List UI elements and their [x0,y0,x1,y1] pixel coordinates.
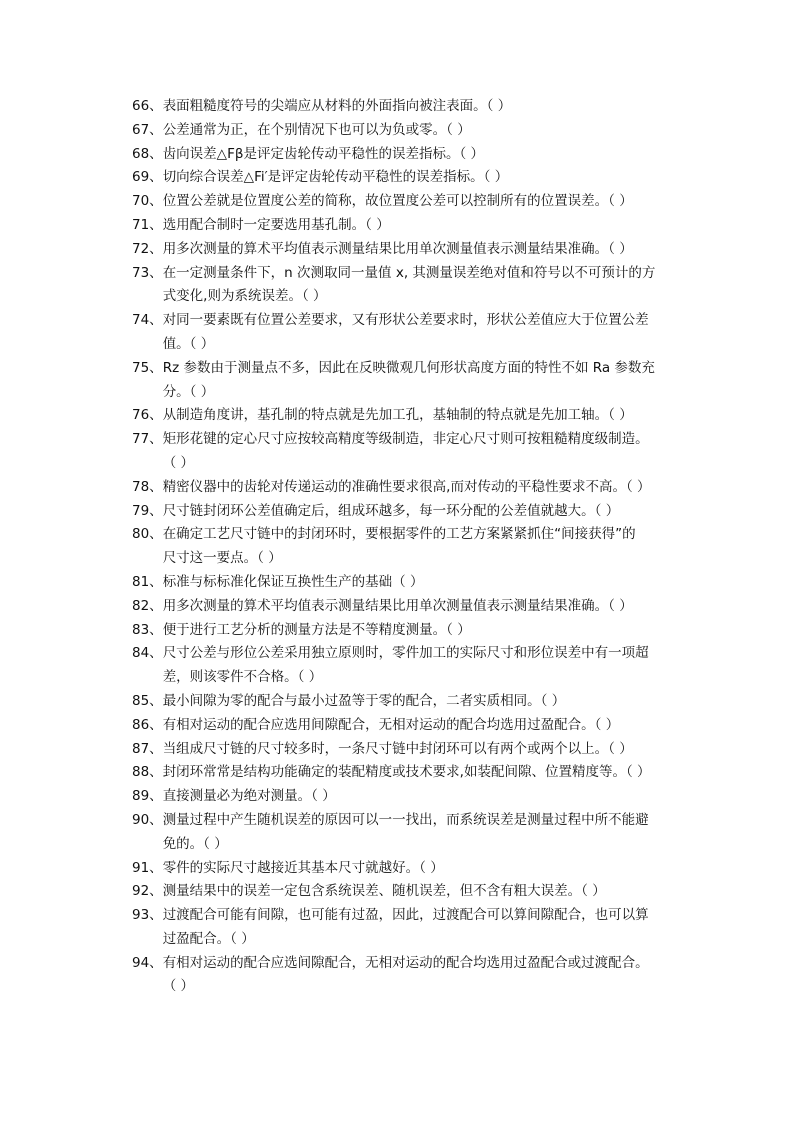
question-number: 85、 [132,692,163,709]
question-number: 89、 [132,788,163,805]
question-line: 零件的实际尺寸越接近其基本尺寸就越好。（ ） [162,859,444,876]
question-line: 便于进行工艺分析的测量方法是不等精度测量。（ ） [162,621,471,638]
question-text [163,904,649,952]
question-text [163,523,636,571]
question-number: 92、 [132,883,163,900]
question-item [132,500,772,524]
question-text [163,761,651,785]
question-text [163,952,649,1000]
question-number: 71、 [132,216,163,233]
question-line: 在一定测量条件下，n 次测取同一量值 x, 其测量误差绝对值和符号以不可预计的方 [162,264,656,281]
question-item [132,428,772,476]
question-text [163,857,444,881]
question-line: 测量过程中产生随机误差的原因可以一一找出，而系统误差是测量过程中所不能避 [162,811,649,828]
question-line: 当组成尺寸链的尺寸较多时，一条尺寸链中封闭环可以有两个或两个以上。（ ） [162,740,633,757]
question-number: 70、 [132,193,163,210]
question-text [163,476,651,500]
question-line: 尺寸链封闭环公差值确定后，组成环越多，每一环分配的公差值就越大。（ ） [162,502,620,519]
question-number: 73、 [132,264,163,281]
question-text [163,119,471,143]
question-line: 切向综合误差△Fi′是评定齿轮传动平稳性的误差指标。（ ） [162,169,509,186]
question-number: 82、 [132,597,163,614]
question-item [132,357,772,405]
question-line: 公差通常为正，在个别情况下也可以为负或零。（ ） [162,121,471,138]
question-text [163,690,566,714]
question-line: 对同一要素既有位置公差要求，又有形状公差要求时，形状公差值应大于位置公差 [162,312,649,329]
question-line: （ ） [162,454,194,471]
question-line: 分。（ ） [162,383,215,400]
question-text [163,571,424,595]
question-item [132,309,772,357]
question-line: 测量结果中的误差一定包含系统误差、随机误差，但不含有粗大误差。（ ） [162,883,606,900]
question-item [132,880,772,904]
question-text [163,262,656,310]
question-number: 77、 [132,431,163,448]
question-number: 93、 [132,907,163,924]
question-text [163,309,649,357]
question-number: 86、 [132,716,163,733]
question-text [163,95,512,119]
question-text [163,785,336,809]
question-text [163,619,471,643]
question-line: 尺寸这一要点。（ ） [162,550,282,567]
question-item [132,785,772,809]
question-item [132,95,772,119]
question-text [163,143,484,167]
question-number: 87、 [132,740,163,757]
question-line: 位置公差就是位置度公差的简称，故位置度公差可以控制所有的位置误差。（ ） [162,193,633,210]
question-line: 选用配合制时一定要选用基孔制。（ ） [162,216,390,233]
question-item [132,404,772,428]
question-item [132,119,772,143]
question-line: 从制造角度讲，基孔制的特点就是先加工孔，基轴制的特点就是先加工轴。（ ） [162,407,633,424]
question-number: 78、 [132,478,163,495]
question-list [132,95,772,999]
question-line: 用多次测量的算术平均值表示测量结果比用单次测量值表示测量结果准确。（ ） [162,597,633,614]
question-text [163,190,633,214]
question-text [163,809,649,857]
question-number: 83、 [132,621,163,638]
question-item [132,642,772,690]
question-item [132,809,772,857]
question-line: 标准与标标准化保证互换性生产的基础（ ） [162,573,424,590]
question-text [163,166,509,190]
question-line: 过渡配合可能有间隙，也可能有过盈，因此，过渡配合可以算间隙配合，也可以算 [162,907,649,924]
question-line: 尺寸公差与形位公差采用独立原则时，零件加工的实际尺寸和形位误差中有一项超 [162,645,649,662]
question-number: 91、 [132,859,163,876]
question-line: 封闭环常常是结构功能确定的装配精度或技术要求,如装配间隙、位置精度等。（ ） [162,764,651,781]
question-line: 值。（ ） [162,335,215,352]
question-item [132,262,772,310]
question-line: 差，则该零件不合格。（ ） [162,669,323,686]
question-line: 直接测量必为绝对测量。（ ） [162,788,336,805]
question-number: 90、 [132,811,163,828]
question-line: 齿向误差△Fβ是评定齿轮传动平稳性的误差指标。（ ） [162,145,484,162]
question-text [163,500,620,524]
question-number: 76、 [132,407,163,424]
question-text [163,404,633,428]
question-item [132,690,772,714]
question-item [132,761,772,785]
question-number: 67、 [132,121,163,138]
question-number: 79、 [132,502,163,519]
question-item [132,523,772,571]
question-text [163,738,633,762]
question-item [132,166,772,190]
question-number: 68、 [132,145,163,162]
question-line: 免的。（ ） [162,835,228,852]
question-line: 有相对运动的配合应选用间隙配合，无相对运动的配合均选用过盈配合。（ ） [162,716,620,733]
question-text [163,238,633,262]
question-number: 72、 [132,240,163,257]
question-number: 94、 [132,954,163,971]
question-item [132,476,772,500]
question-number: 66、 [132,98,163,114]
question-text [163,642,649,690]
question-line: 用多次测量的算术平均值表示测量结果比用单次测量值表示测量结果准确。（ ） [162,240,633,257]
question-item [132,571,772,595]
question-line: 矩形花键的定心尺寸应按较高精度等级制造，非定心尺寸则可按粗糙精度级制造。 [162,431,649,448]
question-line: （ ） [162,978,194,995]
question-number: 81、 [132,573,163,590]
question-text [163,595,633,619]
question-text [163,357,655,405]
question-text [163,428,649,476]
question-number: 75、 [132,359,163,376]
question-line: 最小间隙为零的配合与最小过盈等于零的配合，二者实质相同。（ ） [162,692,566,709]
question-item [132,738,772,762]
question-text [163,714,620,738]
question-line: 式变化,则为系统误差。（ ） [162,288,327,305]
question-number: 80、 [132,526,163,543]
question-item [132,952,772,1000]
question-item [132,595,772,619]
question-line: 在确定工艺尺寸链中的封闭环时，要根据零件的工艺方案紧紧抓住“间接获得”的 [162,526,636,543]
question-item [132,714,772,738]
question-number: 88、 [132,764,163,781]
question-number: 74、 [132,312,163,329]
question-item [132,214,772,238]
question-line: 有相对运动的配合应选间隙配合，无相对运动的配合均选用过盈配合或过渡配合。 [162,954,649,971]
question-line: Rz 参数由于测量点不多，因此在反映微观几何形状高度方面的特性不如 Ra 参数充 [162,359,655,376]
question-item [132,190,772,214]
question-text [163,214,390,238]
question-line: 过盈配合。（ ） [162,930,255,947]
question-item [132,143,772,167]
question-item [132,857,772,881]
question-item [132,904,772,952]
question-number: 84、 [132,645,163,662]
question-line: 精密仪器中的齿轮对传递运动的准确性要求很高,而对传动的平稳性要求不高。（ ） [162,478,651,495]
question-text [163,880,606,904]
question-number: 69、 [132,169,163,186]
question-line: 表面粗糙度符号的尖端应从材料的外面指向被注表面。（ ） [162,98,512,114]
question-item [132,238,772,262]
question-item [132,619,772,643]
